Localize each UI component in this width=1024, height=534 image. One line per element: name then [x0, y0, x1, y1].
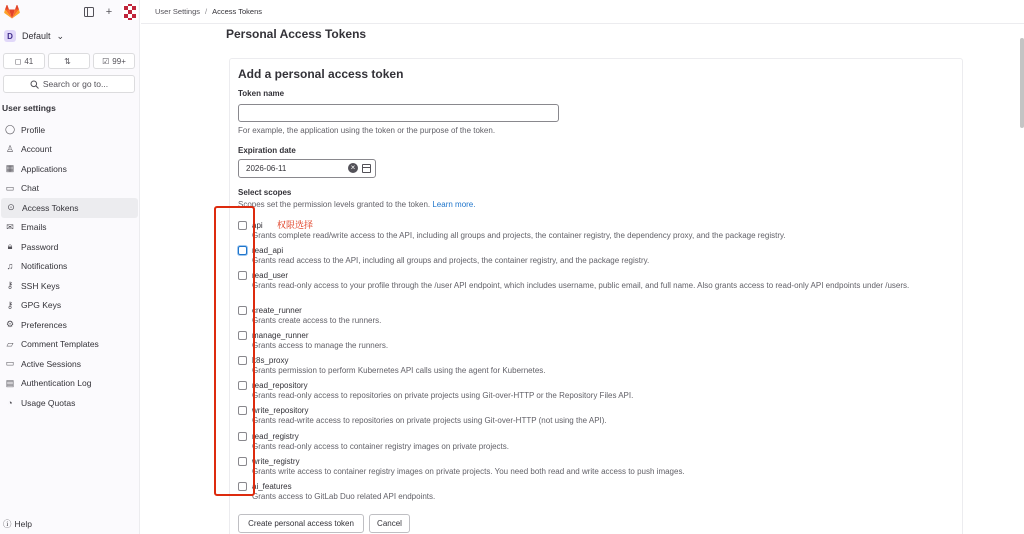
issues-icon: ◻: [14, 56, 22, 66]
sidebar-item-label: Applications: [21, 163, 67, 174]
sidebar-item-applications[interactable]: [0, 159, 139, 179]
scope-name: ai_features: [252, 481, 292, 491]
token-name-input[interactable]: [238, 104, 559, 122]
sidebar-toggle-icon[interactable]: [82, 5, 96, 19]
sidebar-item-label: Profile: [21, 124, 46, 135]
scope-read-user: [238, 269, 918, 290]
log-icon: ▤: [5, 377, 15, 388]
scope-description: Grants read-only access to container registry images on private projects.: [252, 442, 510, 451]
calendar-icon[interactable]: [362, 164, 371, 173]
account-icon: ♙: [5, 143, 15, 154]
preferences-icon: ⚙: [5, 319, 15, 330]
todo-icon: ☑: [102, 56, 110, 66]
sidebar-item-chat[interactable]: [0, 179, 139, 199]
scope-write-registry: [238, 455, 918, 476]
help-button[interactable]: [3, 518, 32, 530]
scope-name: read_registry: [252, 431, 299, 441]
scope-name: read_repository: [252, 380, 308, 390]
token-name-label: Token name: [238, 89, 285, 98]
scope-name: read_user: [252, 270, 289, 280]
sidebar-item-ssh-keys[interactable]: [0, 276, 139, 296]
scope-description: Grants read-only access to your profile through the /user API endpoint, which includes username, public email, and full name. Also grants access to read-only API endpoints under /users.: [252, 281, 910, 290]
sidebar-header: [0, 0, 139, 24]
context-switcher[interactable]: [4, 28, 64, 44]
sidebar-item-label: Emails: [21, 222, 47, 233]
scope-name: api: [252, 220, 263, 230]
scopes-help: [238, 200, 475, 209]
breadcrumb: [141, 0, 1024, 24]
plus-icon[interactable]: +: [105, 6, 113, 18]
sidebar-item-label: SSH Keys: [21, 280, 60, 291]
token-name-help: For example, the application using the token or the purpose of the token.: [238, 126, 496, 135]
breadcrumb-separator: /: [205, 7, 208, 16]
scope-manage-runner: [238, 329, 918, 350]
sidebar-item-label: Preferences: [21, 319, 67, 330]
sidebar-nav: [0, 120, 139, 413]
gitlab-logo-icon[interactable]: [4, 5, 20, 19]
counts-bar: [3, 53, 135, 69]
scope-description: Grants permission to perform Kubernetes API calls using the agent for Kubernetes.: [252, 366, 546, 375]
quota-icon: ◔: [7, 397, 13, 408]
chat-icon: ▭: [5, 182, 15, 193]
monitor-icon: ▭: [5, 358, 15, 369]
clear-icon[interactable]: ×: [348, 163, 358, 173]
sidebar-item-label: GPG Keys: [21, 300, 62, 311]
chevron-down-icon: ⌄: [56, 30, 65, 41]
mail-icon: ✉: [6, 221, 14, 232]
token-icon: ⊙: [7, 202, 15, 213]
expiration-label: Expiration date: [238, 146, 296, 155]
sidebar-item-label: Comment Templates: [21, 339, 99, 350]
sidebar-item-usage-quotas[interactable]: [0, 393, 139, 413]
issues-count-button[interactable]: [3, 53, 45, 69]
sidebar-item-account[interactable]: [0, 140, 139, 160]
scope-create-runner: [238, 304, 918, 325]
applications-icon: ▦: [5, 163, 15, 174]
merge-request-icon: ⇅: [64, 56, 71, 66]
sidebar-item-label: Usage Quotas: [21, 397, 76, 408]
sidebar-section-title: User settings: [2, 103, 56, 113]
annotation-highlight-box: [214, 206, 255, 496]
user-avatar[interactable]: [122, 4, 138, 20]
annotation-label: 权限选择: [277, 220, 314, 230]
todos-count-button[interactable]: [93, 53, 135, 69]
learn-more-link[interactable]: Learn more.: [432, 200, 476, 209]
scope-name: read_api: [252, 245, 284, 255]
sidebar-item-preferences[interactable]: [0, 315, 139, 335]
context-badge: D: [4, 30, 16, 42]
sidebar-item-label: Active Sessions: [21, 358, 81, 369]
breadcrumb-current[interactable]: Access Tokens: [212, 7, 263, 16]
context-label: Default: [22, 31, 51, 41]
sidebar-item-emails[interactable]: [0, 218, 139, 238]
search-icon: [30, 80, 39, 89]
comment-icon: ▱: [6, 338, 14, 349]
bell-icon: ♫: [6, 261, 14, 272]
scope-description: Grants access to manage the runners.: [252, 341, 389, 350]
scope-description: Grants read access to the API, including all groups and projects, the container registry, and the package registry.: [252, 256, 650, 265]
expiration-date-field[interactable]: [238, 159, 376, 178]
sidebar-item-gpg-keys[interactable]: [0, 296, 139, 316]
sidebar-item-label: Chat: [21, 183, 39, 194]
scope-name: manage_runner: [252, 330, 309, 340]
key-icon: ⚷: [6, 299, 14, 310]
search-label: Search or go to...: [42, 79, 109, 89]
issues-count: 41: [24, 56, 34, 66]
scope-description: Grants read-only access to repositories on private projects using Git-over-HTTP or the Repository Files API.: [252, 391, 634, 400]
scope-name: write_repository: [252, 405, 309, 415]
scope-description: Grants access to GitLab Duo related API endpoints.: [252, 492, 436, 501]
scope-ai-features: [238, 480, 918, 501]
sidebar-item-authentication-log[interactable]: [0, 374, 139, 394]
merge-requests-count-button[interactable]: [48, 53, 90, 69]
scope-description: Grants read-write access to repositories on private projects using Git-over-HTTP (not using the API).: [252, 416, 607, 425]
sidebar-item-label: Account: [21, 144, 52, 155]
scope-write-repository: [238, 404, 918, 425]
help-label: Help: [14, 519, 32, 529]
sidebar-item-active-sessions[interactable]: [0, 354, 139, 374]
breadcrumb-parent[interactable]: User Settings: [155, 7, 201, 16]
scope-api: [238, 219, 918, 240]
todos-count: 99+: [112, 56, 126, 66]
sidebar-item-access-tokens[interactable]: [1, 198, 138, 218]
scope-read-repository: [238, 379, 918, 400]
question-icon: ⓘ: [3, 519, 12, 529]
sidebar-item-label: Password: [21, 241, 59, 252]
scope-k8s-proxy: [238, 354, 918, 375]
sidebar-item-label: Authentication Log: [21, 378, 92, 389]
create-token-button[interactable]: Create personal access token: [238, 514, 364, 533]
scope-description: Grants write access to container registry images on private projects. You need both read and write access to push images.: [252, 467, 685, 476]
scope-read-api: [238, 244, 918, 265]
cancel-button[interactable]: Cancel: [369, 514, 410, 533]
sidebar-item-label: Notifications: [21, 261, 68, 272]
page-title: Personal Access Tokens: [226, 27, 367, 41]
sidebar-item-profile[interactable]: [0, 120, 139, 140]
key-icon: ⚷: [6, 280, 14, 291]
lock-icon: 🔒︎: [7, 241, 13, 252]
form-title: Add a personal access token: [238, 67, 404, 81]
scrollbar[interactable]: [1020, 38, 1024, 128]
search-button[interactable]: [3, 75, 135, 93]
sidebar-item-password[interactable]: [0, 237, 139, 257]
scope-name: create_runner: [252, 305, 302, 315]
sidebar-item-comment-templates[interactable]: [0, 335, 139, 355]
sidebar-item-notifications[interactable]: [0, 257, 139, 277]
sidebar: [0, 0, 140, 534]
profile-icon: ◯: [4, 124, 16, 135]
sidebar-item-label: Access Tokens: [22, 202, 79, 213]
scope-name: write_registry: [252, 456, 300, 466]
scope-description: Grants create access to the runners.: [252, 316, 382, 325]
scopes-label: Select scopes: [238, 188, 292, 197]
scope-description: Grants complete read/write access to the API, including all groups and projects, the container registry, the dependency proxy, and the package registry.: [252, 231, 786, 240]
expiration-date-value: 2026-06-11: [246, 164, 287, 173]
scopes-help-text: Scopes set the permission levels granted to the token.: [238, 200, 431, 209]
scope-name: k8s_proxy: [252, 355, 289, 365]
scope-read-registry: [238, 430, 918, 451]
